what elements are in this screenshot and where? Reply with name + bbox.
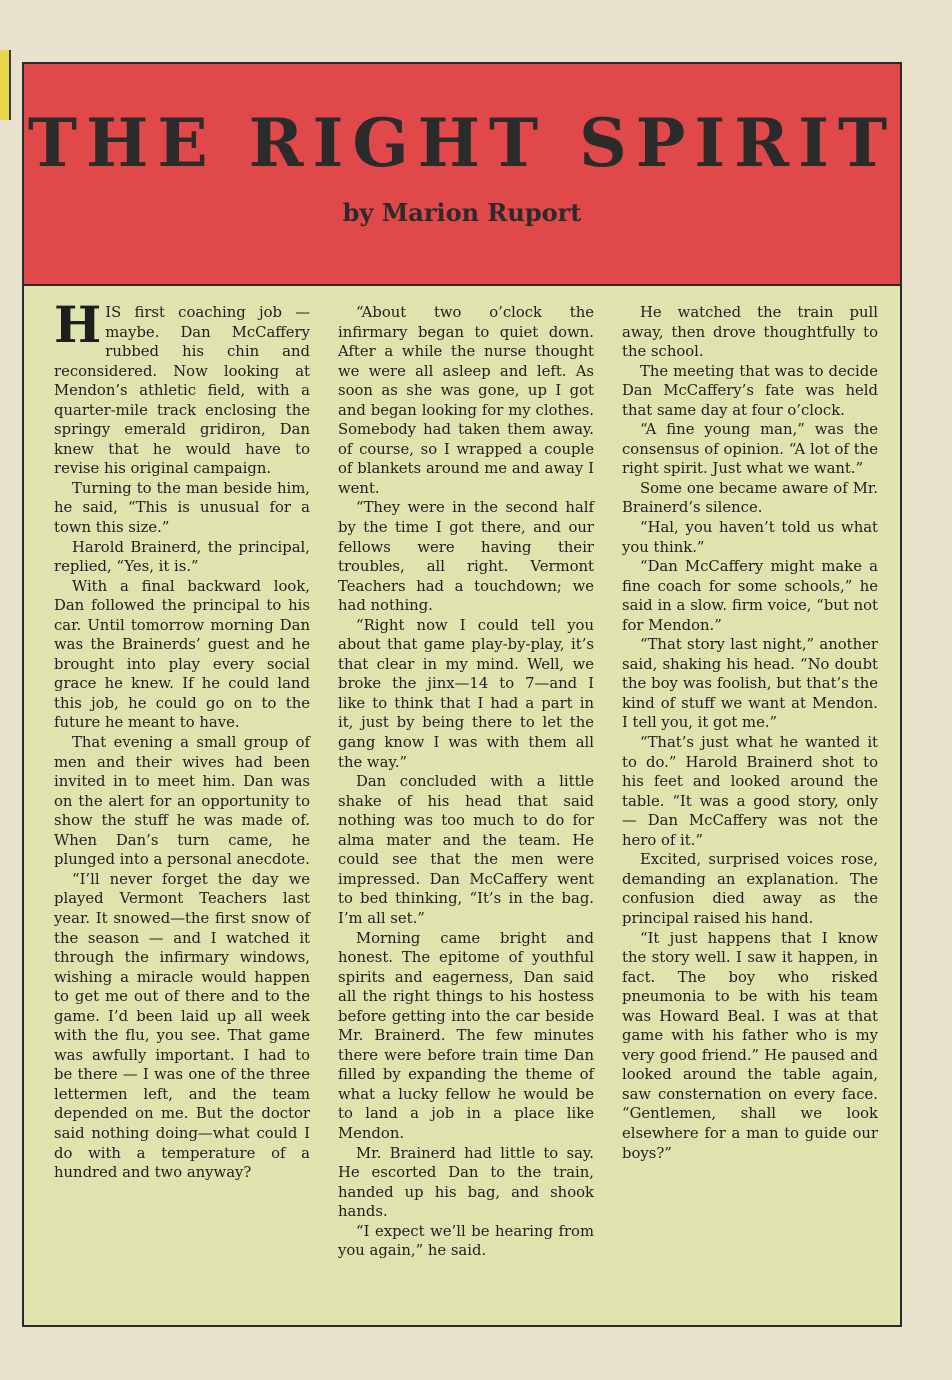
paragraph: Turning to the man beside him, he said, “This is unusual for a town this size.” xyxy=(54,479,310,537)
paragraph: “Right now I could tell you about that game play-by-play, it’s that clear in my mind. Well, we broke the jinx—14 to 7—and I like to think that I had a part in it, just by being there to let the gang know I was with them all the way.” xyxy=(338,616,594,771)
paragraph xyxy=(54,295,310,479)
paragraph: Harold Brainerd, the principal, replied, “Yes, it is.” xyxy=(54,538,310,576)
text-column-2 xyxy=(338,303,594,1325)
paragraph: Morning came bright and honest. The epitome of youthful spirits and eagerness, Dan said all the right things to his hostess before getting into the car beside Mr. Brainerd. The few minutes there were before train time Dan filled by expanding the theme of what a lucky fellow he would be to land a job in a place like Mendon. xyxy=(338,929,594,1142)
text-column-1 xyxy=(54,295,310,1325)
title-banner xyxy=(24,64,900,286)
paragraph: “I’ll never forget the day we played Vermont Teachers last year. It snowed—the first snow of the season — and I watched it through the infirmary windows, wishing a miracle would happen to get me out of there and to the game. I’d been laid up all week with the flu, you see. That game was awfully important. I had to be there — I was one of the three lettermen left, and the team depended on me. But the doctor said nothing doing—what could I do with a temperature of a hundred and two anyway? xyxy=(54,870,310,1182)
text-column-3 xyxy=(622,303,878,1325)
paragraph: “I expect we’ll be hearing from you again,” he said. xyxy=(338,1222,594,1260)
paragraph: Some one became aware of Mr. Brainerd’s silence. xyxy=(622,479,878,517)
story-byline: by Marion Ruport xyxy=(342,198,582,227)
story-page xyxy=(22,62,902,1327)
paragraph: “Dan McCaffery might make a fine coach for some schools,” he said in a slow. firm voice, “but not for Mendon.” xyxy=(622,558,878,634)
paragraph: Mr. Brainerd had little to say. He escorted Dan to the train, handed up his bag, and shook hands. xyxy=(338,1144,594,1221)
paragraph: “A fine young man,” was the consensus of opinion. “A lot of the right spirit. Just what we want.” xyxy=(622,421,878,478)
story-body xyxy=(24,286,900,1325)
paragraph: “That’s just what he wanted it to do.” Harold Brainerd shot to his feet and looked around the table. “It was a good story, only — Dan McCaffery was not the hero of it.” xyxy=(622,734,878,849)
paragraph: The meeting that was to decide Dan McCaffery’s fate was held that same day at four o’clock. xyxy=(622,362,878,419)
paragraph: That evening a small group of men and their wives had been invited in to meet him. Dan was on the alert for an opportunity to show the stuff he was made of. When Dan’s turn came, he plunged into a personal anecdote. xyxy=(54,734,310,869)
paragraph: He watched the train pull away, then drove thoughtfully to the school. xyxy=(622,304,878,361)
paragraph: “They were in the second half by the time I got there, and our fellows were having their troubles, all right. Vermont Teachers had a touchdown; we had nothing. xyxy=(338,499,594,615)
paragraph: Dan concluded with a little shake of his head that said nothing was too much to do for alma mater and the team. He could see that the men were impressed. Dan McCaffery went to bed thinking, “It’s in the bag. I’m all set.” xyxy=(338,773,594,927)
adjacent-page-edge xyxy=(0,50,11,120)
story-title: THE RIGHT SPIRIT xyxy=(27,104,897,182)
paragraph: “Hal, you haven’t told us what you think.” xyxy=(622,519,878,556)
paragraph: Excited, surprised voices rose, demanding an explanation. The confusion died away as the principal raised his hand. xyxy=(622,851,878,927)
paragraph: With a final backward look, Dan followed the principal to his car. Until tomorrow morning Dan was the Brainerds’ guest and he brought into play every social grace he knew. If he could land this job, he could go on to the future he meant to have. xyxy=(54,577,310,732)
paragraph-text: IS first coaching job — maybe. Dan McCaffery rubbed his chin and reconsidered. Now looking at Mendon’s athletic field, with a quarter-mile track enclosing the springy emerald gridiron, Dan knew that he would have to revise his original campaign. xyxy=(54,304,310,478)
paragraph: “It just happens that I know the story well. I saw it happen, in fact. The boy who risked pneumonia to be with his team was Howard Beal. I was at that game with his father who is my very good friend.” He paused and looked around the table again, saw consternation on every face. “Gentlemen, shall we look elsewhere for a man to guide our boys?” xyxy=(622,929,878,1162)
drop-cap: H xyxy=(54,295,102,354)
paragraph: “About two o’clock the infirmary began to quiet down. After a while the nurse thought we were all asleep and left. As soon as she was gone, up I got and began looking for my clothes. Somebody had taken them away. of course, so I wrapped a couple of blankets around me and away I went. xyxy=(338,304,594,497)
paragraph: “That story last night,” another said, shaking his head. “No doubt the boy was foolish, but that’s the kind of stuff we want at Mendon. I tell you, it got me.” xyxy=(622,636,878,732)
